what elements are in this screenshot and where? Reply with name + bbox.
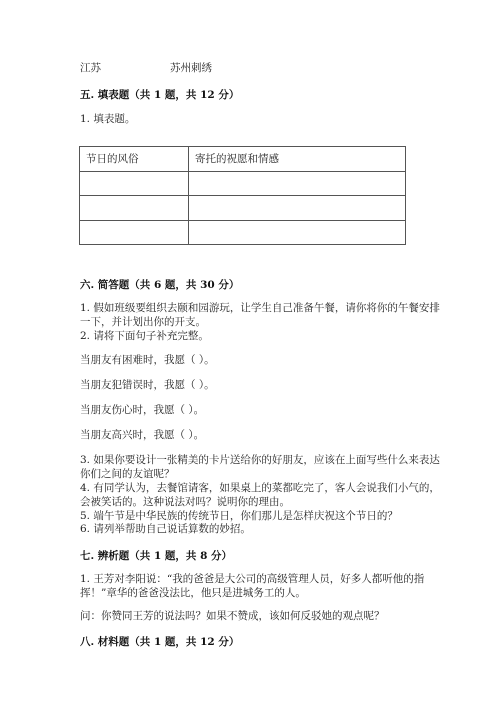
section-6-title: 六. 简答题（共 6 题，共 30 分） <box>80 279 240 291</box>
section-7-question-line-1: 1. 王芳对李阳说：“我的爸爸是大公司的高级管理人员，好多人都听他的指 <box>80 573 425 585</box>
table-header-customs: 节日的风俗 <box>80 147 189 172</box>
answer-craft: 苏州刺绣 <box>170 62 212 74</box>
section-6-question-3-line-2: 你们之间的友谊呢？ <box>80 468 175 480</box>
section-6-question-1-line-1: 1. 假如班级要组织去颐和园游玩，让学生自己准备午餐，请你将你的午餐安排 <box>80 302 440 314</box>
section-6-question-6: 6. 请列举帮助自己说话算数的妙招。 <box>80 523 251 535</box>
table-cell[interactable] <box>80 171 189 196</box>
table-cell[interactable] <box>189 171 406 196</box>
section-5-title: 五. 填表题（共 1 题，共 12 分） <box>80 89 240 101</box>
fill-sentence-mistake: 当朋友犯错误时，我愿（ ）。 <box>80 379 215 391</box>
table-cell[interactable] <box>189 220 406 245</box>
answer-province: 江苏 <box>80 62 101 74</box>
section-8-title: 八. 材料题（共 1 题，共 12 分） <box>80 636 240 648</box>
fill-sentence-sad: 当朋友伤心时，我愿（ ）。 <box>80 404 205 416</box>
table-cell[interactable] <box>80 220 189 245</box>
section-6-question-1-line-2: 一下，并计划出你的开支。 <box>80 316 206 328</box>
fill-in-table <box>79 146 406 245</box>
section-6-question-5: 5. 端午节是中华民族的传统节日，你们那儿是怎样庆祝这个节日的？ <box>80 510 398 522</box>
table-header-row <box>80 147 406 172</box>
section-6-question-4-line-1: 4. 有同学认为，去餐馆请客，如果桌上的菜都吃完了，客人会说我们小气的， <box>80 482 440 494</box>
section-5-question-1: 1. 填表题。 <box>80 113 136 125</box>
fill-sentence-difficulty: 当朋友有困难时，我愿（ ）。 <box>80 354 215 366</box>
section-6-question-4-line-2: 会被笑话的。这种说法对吗？说明你的理由。 <box>80 496 290 508</box>
section-6-question-3-line-1: 3. 如果你要设计一张精美的卡片送给你的好朋友，应该在上面写些什么来表达 <box>80 454 440 466</box>
section-6-question-2: 2. 请将下面句子补充完整。 <box>80 330 209 342</box>
table-row <box>80 220 406 245</box>
table-cell[interactable] <box>80 196 189 221</box>
table-header-wishes: 寄托的祝愿和情感 <box>189 147 406 172</box>
section-7-prompt: 问：你赞同王芳的说法吗？如果不赞成，该如何反驳她的观点呢？ <box>80 610 385 622</box>
table-cell[interactable] <box>189 196 406 221</box>
table-row <box>80 171 406 196</box>
section-7-question-line-2: 挥！”章华的爸爸没法比，他只是进城务工的人。 <box>80 587 306 599</box>
table-row <box>80 196 406 221</box>
section-7-title: 七. 辨析题（共 1 题，共 8 分） <box>80 550 233 562</box>
fill-sentence-happy: 当朋友高兴时，我愿（ ）。 <box>80 429 205 441</box>
